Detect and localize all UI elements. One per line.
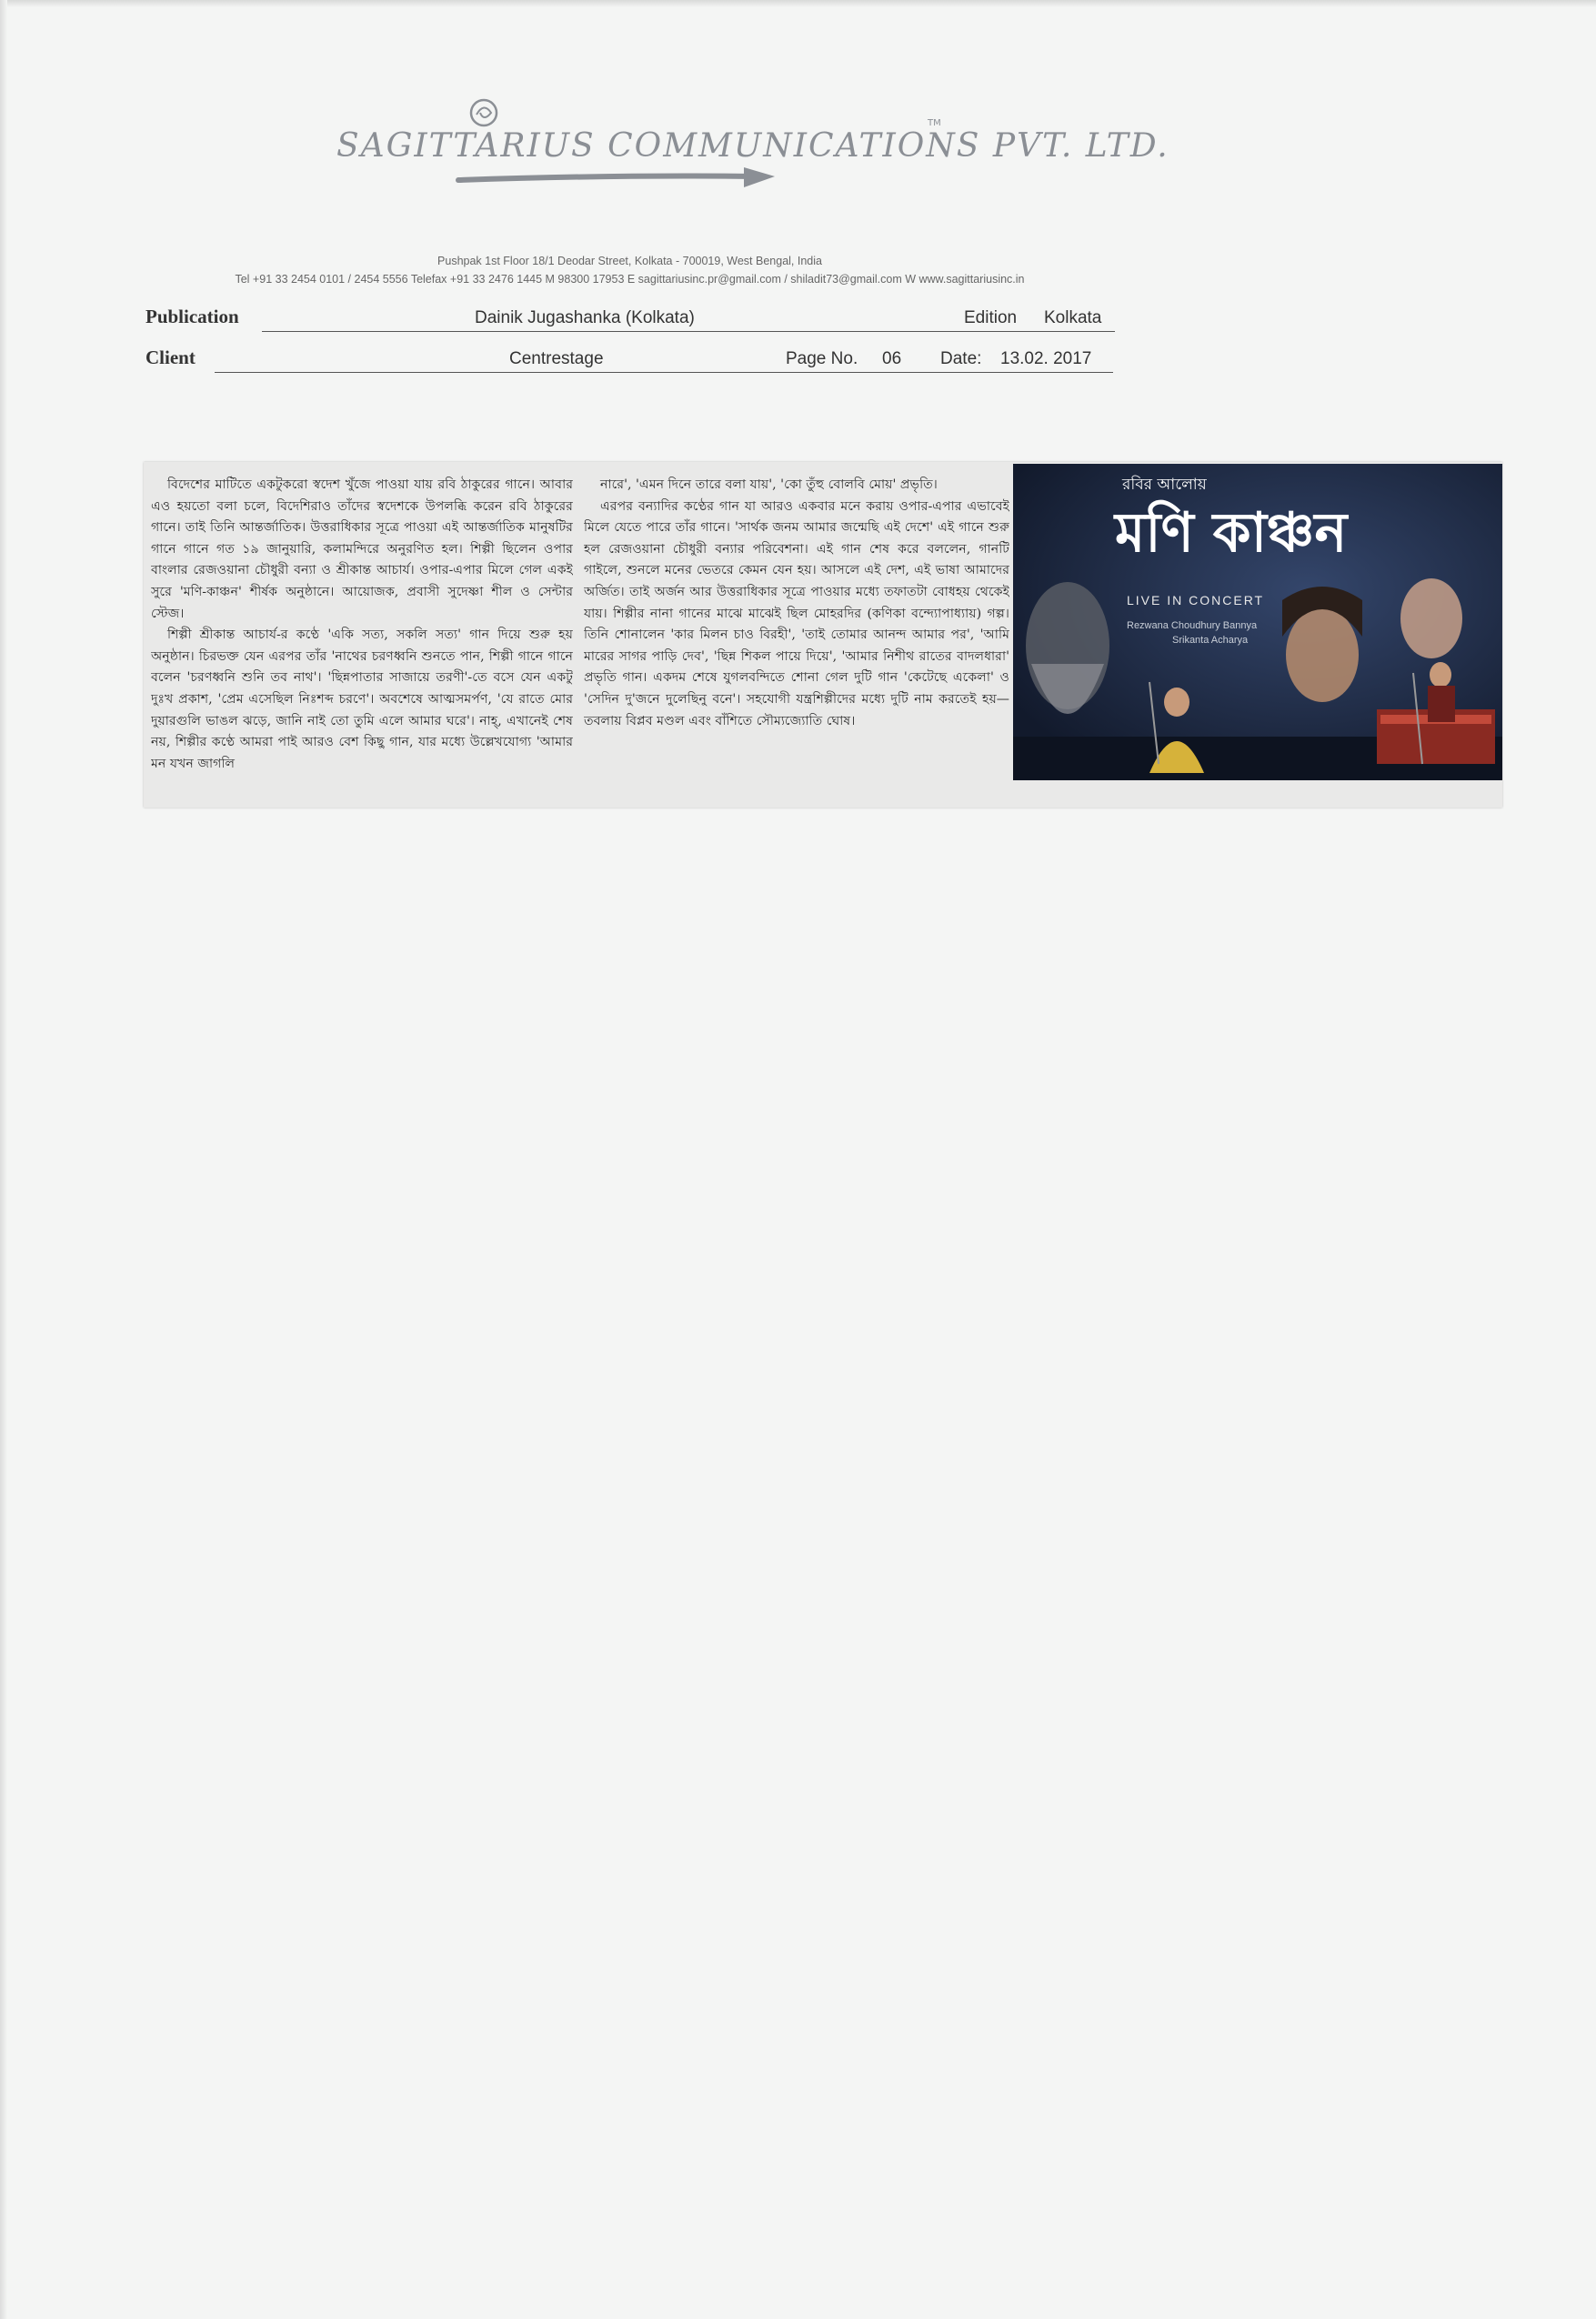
article-paragraph: এরপর বন্যাদির কণ্ঠের গান যা আরও একবার মনে করায় ওপার-এপার এভাবেই মিলে যেতে পারে তাঁর গানে। 'সার্থক জনম আমার জন্মেছি এই দেশে' এই গানে শুরু হল রেজওয়ানা চৌধুরী বন্যার পরিবেশনা। এই গান শেষ করে বললেন, গানটি গাইলে, শুনলে মনের ভেতরে কেমন যেন হয়। আসলে এই দেশ, এই ভাষা আমাদের অর্জিত। তাই অর্জন আর উত্তরাধিকার সূত্রে পাওয়ার মধ্যে তফাতটা বোধহয় থেকেই যায়। শিল্পীর নানা গানের মাঝে মাঝেই ছিল মোহরদির (কণিকা বন্দ্যোপাধ্যায়) গল্প। তিনি শোনালেন 'কার মিলন চাও বিরহী', 'তাই তোমার আনন্দ আমার পর', 'আমি মারের সাগর পাড়ি দেব', 'ছিন্ন শিকল পায়ে দিয়ে', 'আমার নিশীথ রাতের বাদলধারা' প্রভৃতি গান। একদম শেষে যুগলবন্দিতে শোনা গেল দুটি গান 'কেটেছে একেলা' ও 'সেদিন দু'জনে দুলেছিনু বনে'। সহযোগী যন্ত্রশিল্পীদের মধ্যে দুটি নাম করতেই হয়—তবলায় বিপ্লব মণ্ডল এবং বাঁশিতে সৌম্যজ্যোতি ঘোষ। bbox=[584, 498, 1009, 728]
page-value: 06 bbox=[882, 349, 902, 368]
photo-tagline: LIVE IN CONCERT bbox=[1127, 593, 1265, 607]
article-column-2 bbox=[584, 475, 1009, 802]
article-paragraph: শিল্পী শ্রীকান্ত আচার্য-র কণ্ঠে 'একি সত্য, সকলি সত্য' গান দিয়ে শুরু হয় অনুষ্ঠান। চিরভক্ত যেন এরপর তাঁর 'নাথের চরণধ্বনি শুনতে পান, শিল্পী গানে গানে বলেন 'চরণধ্বনি শুনি তব নাথ'। 'ছিন্নপাতার সাজায়ে তরণী'-তে বসে যেন একটু দুঃখ প্রকাশ, 'প্রেম এসেছিল নিঃশব্দ চরণে'। অবশেষে আত্মসমর্পণ, 'যে রাতে মোর দুয়ারগুলি ভাঙল ঝড়ে, জানি নাই তো তুমি এলে আমার ঘরে'। নাহ্, এখানেই শেষ নয়, শিল্পীর কণ্ঠে আমরা পাই আরও বেশ কিছু গান, যার মধ্যে উল্লেখযোগ্য 'আমার মন যখন জাগলি bbox=[151, 627, 573, 771]
photo-title: মণি কাঞ্চন bbox=[1115, 501, 1348, 565]
page-label: Page No. bbox=[786, 349, 858, 368]
edition-value: Kolkata bbox=[1044, 308, 1102, 327]
publication-value: Dainik Jugashanka (Kolkata) bbox=[475, 308, 695, 327]
client-underline bbox=[215, 372, 1113, 373]
date-value: 13.02. 2017 bbox=[1000, 349, 1092, 368]
trademark-mark: TM bbox=[928, 118, 941, 128]
client-value: Centrestage bbox=[509, 349, 604, 368]
company-contact: Tel +91 33 2454 0101 / 2454 5556 Telefax +91 33 2476 1445 M 98300 17953 E sagittariusinc.pr@gmail.com / shiladit73@gmail.com W www.sagittariusinc.in bbox=[235, 273, 1025, 286]
article-column-1 bbox=[151, 475, 573, 802]
company-name: SAGITTARIUS COMMUNICATIONS PVT. LTD. bbox=[336, 127, 1169, 165]
article-paragraph: বিদেশের মাটিতে একটুকরো স্বদেশ খুঁজে পাওয়া যায় রবি ঠাকুরের গানে। আবার এও হয়তো বলা চলে, বিদেশিরাও তাঁদের স্বদেশকে উপলব্ধি করেন রবি ঠাকুরের গানে। তাই তিনি আন্তর্জাতিক। উত্তরাধিকার সূত্রে পাওয়া এই আন্তর্জাতিক মানুষটির গানে গানে গত ১৯ জানুয়ারি, কলামন্দিরে অনুরণিত হল। শিল্পী ছিলেন ওপার বাংলার রেজওয়ানা চৌধুরী বন্যা ও শ্রীকান্ত আচার্য। ওপার-এপার মিলে গেল একই সুরে 'মণি-কাঞ্চন' শীর্ষক অনুষ্ঠানে। আয়োজক, প্রবাসী সুদেষ্ণা শীল ও সেন্টার স্টেজ। bbox=[151, 477, 573, 621]
scan-edge-left bbox=[0, 0, 7, 2319]
concert-photo bbox=[1013, 464, 1502, 780]
logo-arrow-icon bbox=[455, 166, 782, 191]
scan-edge-top bbox=[0, 0, 1596, 7]
edition-label: Edition bbox=[964, 308, 1018, 327]
newspaper-clipping bbox=[144, 462, 1502, 808]
article-paragraph: নারে', 'এমন দিনে তারে বলা যায়', 'কো তুঁহু বোলবি মোয়' প্রভৃতি। bbox=[600, 477, 938, 492]
publication-label: Publication bbox=[146, 306, 239, 327]
company-address: Pushpak 1st Floor 18/1 Deodar Street, Kolkata - 700019, West Bengal, India bbox=[437, 255, 822, 267]
photo-cast-line: Rezwana Choudhury Bannya bbox=[1127, 620, 1258, 631]
logo-swirl-icon bbox=[464, 95, 504, 131]
date-label: Date: bbox=[940, 349, 982, 368]
photo-cast-line: Srikanta Acharya bbox=[1172, 635, 1249, 646]
company-logo bbox=[327, 87, 1169, 206]
photo-small-heading: রবির আলোয় bbox=[1122, 476, 1207, 494]
publication-underline bbox=[262, 331, 1115, 332]
client-label: Client bbox=[146, 346, 196, 368]
